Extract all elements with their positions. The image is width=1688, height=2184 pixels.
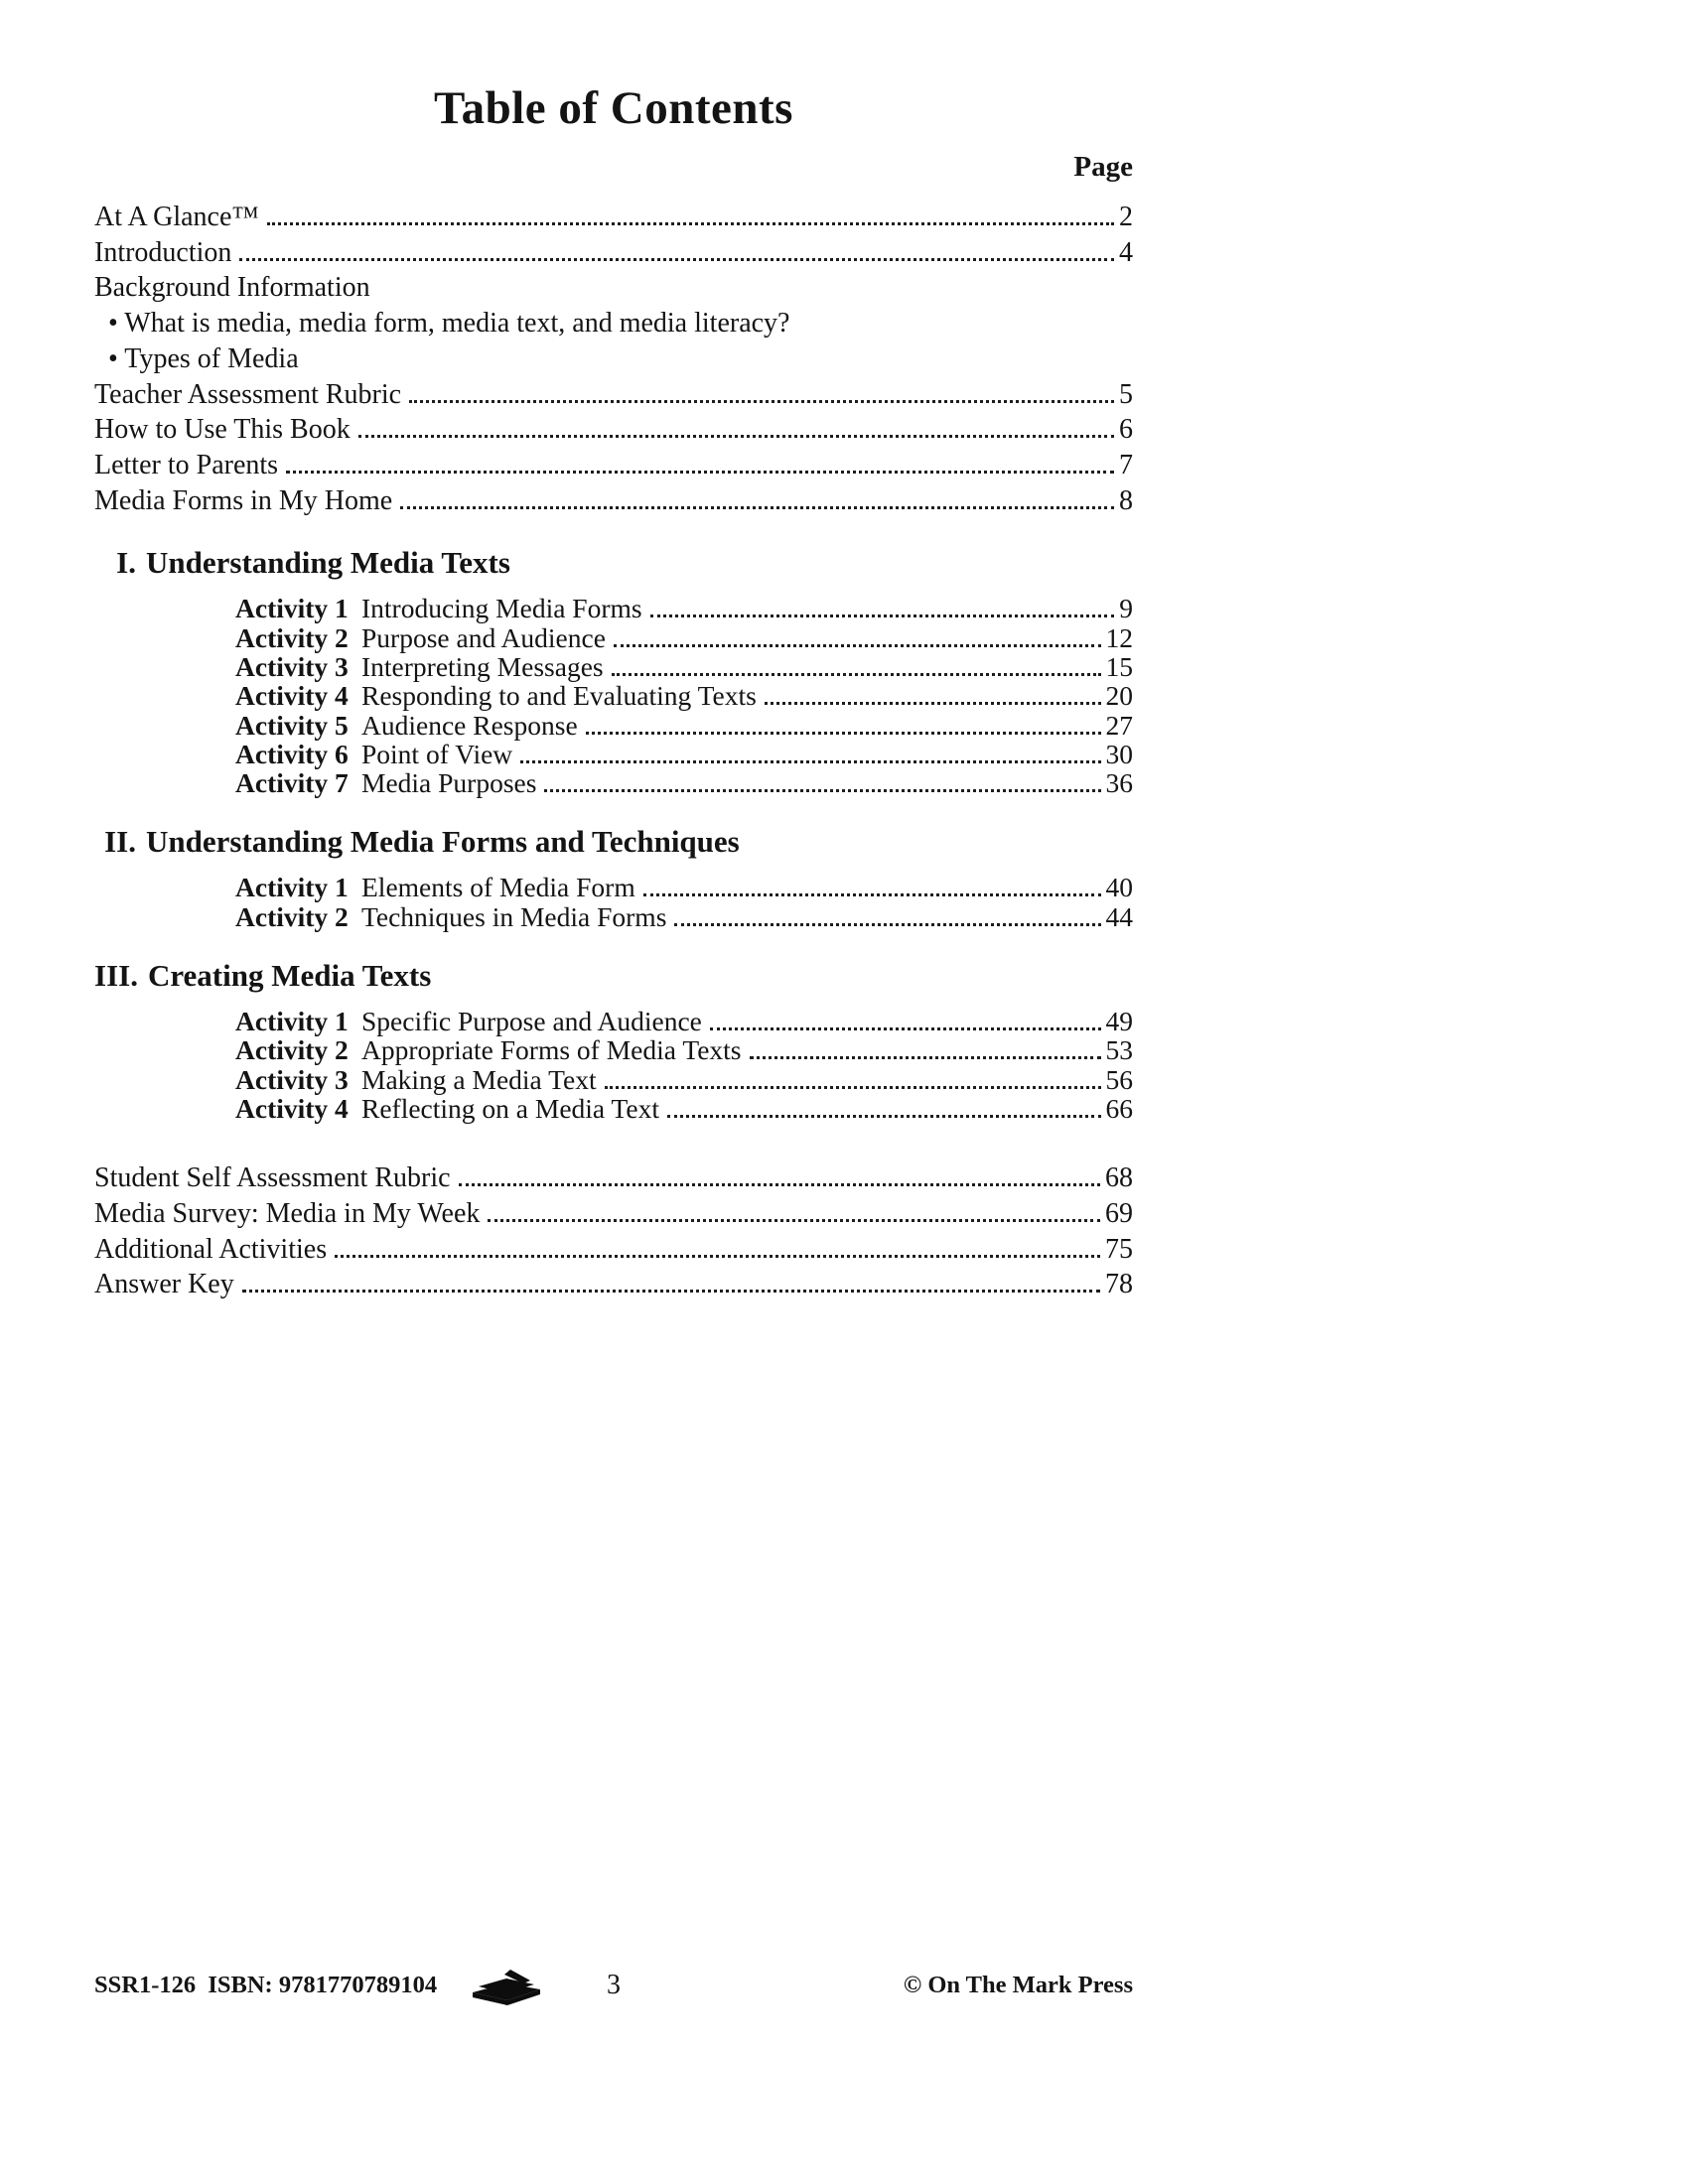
section-activities xyxy=(94,594,1133,797)
toc-entry-bullet xyxy=(94,341,1133,377)
activity-label: Activity 2 xyxy=(235,621,349,653)
leader-dots xyxy=(667,1115,1101,1118)
toc-entry-label: Media Forms in My Home xyxy=(94,484,393,516)
leader-dots xyxy=(239,258,1114,261)
toc-entry xyxy=(235,1007,1133,1035)
toc-entry xyxy=(235,623,1133,652)
section-activities xyxy=(94,1007,1133,1123)
toc-entry-label: Techniques in Media Forms xyxy=(361,900,667,932)
toc-entry-label: Additional Activities xyxy=(94,1233,328,1265)
section-number: III. xyxy=(94,958,138,993)
page-number: 3 xyxy=(607,1970,621,2000)
toc-entry-label: Letter to Parents xyxy=(94,449,279,480)
toc-entry-page: 7 xyxy=(1119,449,1133,480)
leader-dots xyxy=(614,644,1101,647)
toc-entry-page: 2 xyxy=(1119,202,1133,232)
toc-entry-label: Student Self Assessment Rubric xyxy=(94,1162,451,1194)
toc-entry xyxy=(94,200,1133,235)
toc-entry xyxy=(94,235,1133,271)
activity-label: Activity 1 xyxy=(235,593,349,624)
toc-entry-label: Purpose and Audience xyxy=(361,621,606,653)
section-title: Understanding Media Texts xyxy=(146,545,510,581)
toc-entry-label: Appropriate Forms of Media Texts xyxy=(361,1034,742,1066)
activity-label: Activity 1 xyxy=(235,872,349,903)
leader-dots xyxy=(650,614,1115,617)
toc-entry-label: Reflecting on a Media Text xyxy=(361,1092,659,1124)
toc-entry-page: 8 xyxy=(1119,484,1133,516)
toc-entry xyxy=(94,270,1133,306)
toc-entry-page: 20 xyxy=(1105,680,1133,712)
section-number: I. xyxy=(116,545,136,581)
toc-entry-page: 12 xyxy=(1105,621,1133,653)
toc-entry xyxy=(235,594,1133,622)
toc-entry xyxy=(235,711,1133,740)
activity-label: Activity 3 xyxy=(235,1063,349,1095)
page-footer xyxy=(94,1964,1133,2007)
leader-dots xyxy=(459,1183,1100,1186)
toc-entry xyxy=(235,902,1133,931)
leader-dots xyxy=(612,673,1101,676)
toc-entry-label: Media Survey: Media in My Week xyxy=(94,1197,481,1229)
toc-entry xyxy=(94,1160,1133,1196)
section-title: Understanding Media Forms and Techniques xyxy=(146,824,740,860)
toc-entry-label: Point of View xyxy=(361,738,513,769)
toc-entry-page: 4 xyxy=(1119,236,1133,268)
toc-entry xyxy=(94,1232,1133,1268)
section-heading xyxy=(94,824,1133,860)
section-activities xyxy=(94,873,1133,931)
back-matter-list xyxy=(94,1160,1133,1302)
toc-entry-label: Media Purposes xyxy=(361,767,537,799)
leader-dots xyxy=(286,471,1114,474)
toc-entry-page: 78 xyxy=(1105,1269,1133,1300)
toc-entry xyxy=(235,681,1133,710)
leader-dots xyxy=(267,222,1114,225)
toc-entry-label: Making a Media Text xyxy=(361,1063,597,1095)
leader-dots xyxy=(335,1255,1100,1258)
leader-dots xyxy=(544,789,1100,792)
leader-dots xyxy=(488,1219,1100,1222)
activity-label: Activity 3 xyxy=(235,650,349,682)
toc-entry-page: 66 xyxy=(1105,1092,1133,1124)
toc-entry xyxy=(94,483,1133,519)
leader-dots xyxy=(358,435,1114,438)
toc-entry xyxy=(94,448,1133,483)
publisher-book-logo-icon xyxy=(471,1964,542,2007)
toc-entry xyxy=(235,1035,1133,1064)
leader-dots xyxy=(409,400,1114,403)
toc-entry-label: Background Information xyxy=(94,272,370,304)
leader-dots xyxy=(586,732,1101,735)
toc-entry xyxy=(94,412,1133,448)
toc-entry xyxy=(235,873,1133,901)
activity-label: Activity 1 xyxy=(235,1006,349,1036)
leader-dots xyxy=(750,1056,1101,1059)
toc-entry-label: Interpreting Messages xyxy=(361,650,604,682)
section-heading xyxy=(94,545,1133,581)
leader-dots xyxy=(400,506,1114,509)
toc-entry-page: 49 xyxy=(1105,1006,1133,1036)
toc-entry-page: 6 xyxy=(1119,414,1133,446)
toc-entry-page: 68 xyxy=(1105,1162,1133,1194)
toc-entry-label: Elements of Media Form xyxy=(361,872,635,903)
page-title: Table of Contents xyxy=(434,82,793,134)
activity-label: Activity 7 xyxy=(235,767,349,799)
activity-label: Activity 4 xyxy=(235,680,349,712)
section-heading xyxy=(94,958,1133,994)
activity-label: Activity 6 xyxy=(235,738,349,769)
toc-entry-page: 40 xyxy=(1105,872,1133,903)
toc-entry-label: At A Glance™ xyxy=(94,202,259,232)
toc-entry-page: 9 xyxy=(1119,593,1133,624)
activity-label: Activity 5 xyxy=(235,709,349,741)
toc-entry-page: 15 xyxy=(1105,650,1133,682)
toc-entry-page: 30 xyxy=(1105,738,1133,769)
toc-entry-label: How to Use This Book xyxy=(94,414,351,446)
leader-dots xyxy=(643,893,1101,896)
activity-label: Activity 2 xyxy=(235,900,349,932)
leader-dots xyxy=(710,1027,1101,1030)
activity-label: Activity 4 xyxy=(235,1092,349,1124)
section-number: II. xyxy=(104,824,136,860)
toc-entry xyxy=(94,1267,1133,1302)
leader-dots xyxy=(242,1290,1100,1293)
toc-entry xyxy=(235,1065,1133,1094)
toc-entry-label: Specific Purpose and Audience xyxy=(361,1006,702,1036)
toc-entry-page: 75 xyxy=(1105,1233,1133,1265)
toc-entry-label: • What is media, media form, media text, and media literacy? xyxy=(108,308,790,340)
toc-entry-label: Introducing Media Forms xyxy=(361,593,642,624)
toc-entry-page: 69 xyxy=(1105,1197,1133,1229)
toc-entry-label: Audience Response xyxy=(361,709,578,741)
toc-entry xyxy=(94,377,1133,413)
toc-entry xyxy=(235,1094,1133,1123)
toc-entry xyxy=(235,652,1133,681)
leader-dots xyxy=(605,1086,1101,1089)
isbn-code: SSR1-126 ISBN: 9781770789104 xyxy=(94,1972,438,1998)
toc-entry-page: 56 xyxy=(1105,1063,1133,1095)
activity-label: Activity 2 xyxy=(235,1034,349,1066)
toc-entry-page: 53 xyxy=(1105,1034,1133,1066)
toc-entry xyxy=(235,768,1133,797)
leader-dots xyxy=(674,923,1100,926)
toc-entry-label: Responding to and Evaluating Texts xyxy=(361,680,757,712)
toc-entry-page: 36 xyxy=(1105,767,1133,799)
toc-entry-page: 44 xyxy=(1105,900,1133,932)
copyright-text: © On The Mark Press xyxy=(903,1972,1133,1998)
toc-entry xyxy=(235,740,1133,768)
page-column-header: Page xyxy=(1073,151,1133,183)
toc-entry-bullet xyxy=(94,306,1133,341)
leader-dots xyxy=(765,702,1101,705)
toc-entry-label: • Types of Media xyxy=(108,342,299,374)
toc-content xyxy=(94,81,1133,1302)
section-title: Creating Media Texts xyxy=(147,958,432,993)
toc-entry xyxy=(94,1196,1133,1232)
front-matter-list xyxy=(94,200,1133,518)
toc-entry-label: Answer Key xyxy=(94,1269,234,1300)
toc-entry-page: 27 xyxy=(1105,709,1133,741)
leader-dots xyxy=(520,760,1100,763)
toc-entry-label: Introduction xyxy=(94,236,232,268)
toc-entry-page: 5 xyxy=(1119,378,1133,410)
toc-entry-label: Teacher Assessment Rubric xyxy=(94,378,402,410)
